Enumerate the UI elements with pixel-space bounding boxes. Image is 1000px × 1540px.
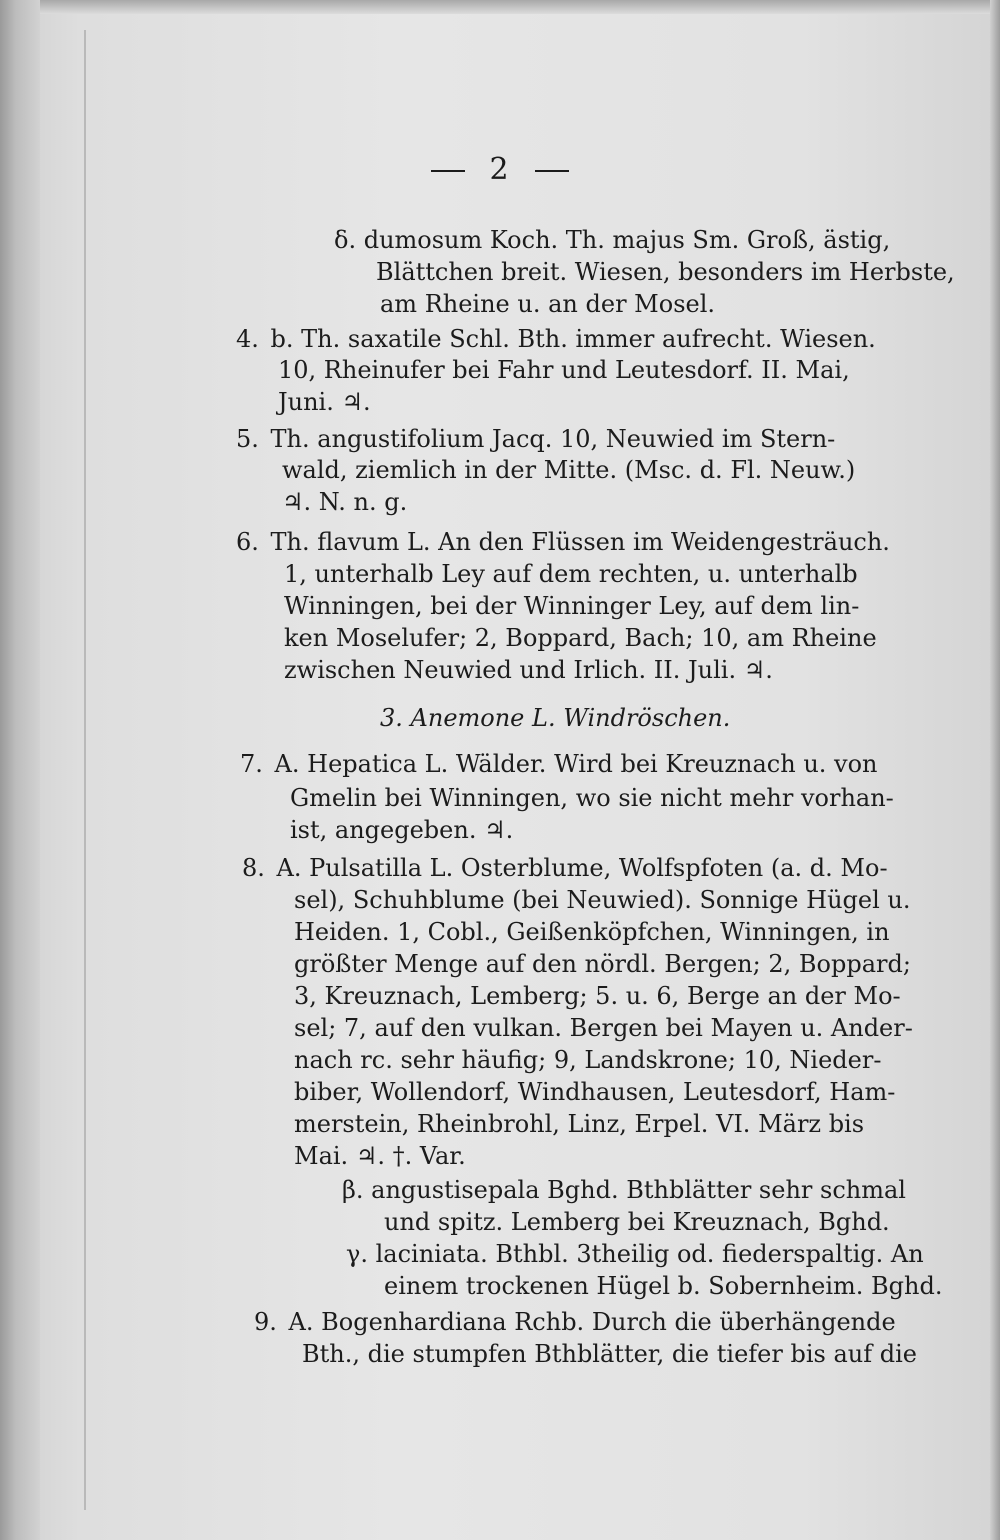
book-spine [0, 0, 40, 1540]
text-line: δ. dumosum Koch. Th. majus Sm. Groß, ästig, [334, 226, 891, 254]
text-line: 3, Kreuznach, Lemberg; 5. u. 6, Berge an der Mo- [294, 982, 901, 1010]
text-line: am Rheine u. an der Mosel. [380, 290, 716, 318]
text-line: und spitz. Lemberg bei Kreuznach, Bghd. [384, 1208, 890, 1236]
text-line: ♃. N. n. g. [282, 488, 408, 516]
entry-line: 5. Th. angustifolium Jacq. 10, Neuwied im Stern- [236, 425, 836, 453]
page-header [0, 152, 1000, 187]
text-line: sel; 7, auf den vulkan. Bergen bei Mayen u. Ander- [294, 1014, 913, 1042]
entry-line: 7. A. Hepatica L. Wälder. Wird bei Kreuznach u. von [240, 750, 878, 778]
text-line: nach rc. sehr häufig; 9, Landskrone; 10, Nieder- [294, 1046, 882, 1074]
text-line: 1, unterhalb Ley auf dem rechten, u. unterhalb [284, 560, 858, 588]
text-line: ken Moselufer; 2, Boppard, Bach; 10, am Rheine [284, 624, 877, 652]
variety-line: β. angustisepala Bghd. Bthblätter sehr schmal [342, 1176, 906, 1204]
text-line: sel), Schuhblume (bei Neuwied). Sonnige Hügel u. [294, 886, 911, 914]
entry-line: 8. A. Pulsatilla L. Osterblume, Wolfspfoten (a. d. Mo- [242, 854, 888, 882]
page-right-edge [990, 0, 1000, 1540]
text-line: zwischen Neuwied und Irlich. II. Juli. ♃. [284, 656, 773, 684]
text-line: Juni. ♃. [278, 388, 371, 416]
text-line: wald, ziemlich in der Mitte. (Msc. d. Fl. Neuw.) [282, 456, 856, 484]
gutter-line [84, 30, 86, 1510]
text-line: einem trockenen Hügel b. Sobernheim. Bghd. [384, 1272, 943, 1300]
header-dash-right [535, 170, 569, 172]
text-line: Heiden. 1, Cobl., Geißenköpfchen, Winningen, in [294, 918, 890, 946]
text-line: merstein, Rheinbrohl, Linz, Erpel. VI. März bis [294, 1110, 865, 1138]
entry-line: 4. b. Th. saxatile Schl. Bth. immer aufrecht. Wiesen. [236, 325, 876, 353]
page-top-shadow [0, 0, 1000, 14]
entry-line: 6. Th. flavum L. An den Flüssen im Weidengesträuch. [236, 528, 890, 556]
genus-heading: 3. Anemone L. Windröschen. [380, 704, 731, 732]
header-dash-left [431, 170, 465, 172]
text-line: Winningen, bei der Winninger Ley, auf dem lin- [284, 592, 860, 620]
text-line: ist, angegeben. ♃. [290, 816, 514, 844]
text-line: Blättchen breit. Wiesen, besonders im Herbste, [376, 258, 955, 286]
page-number: 2 [489, 152, 511, 187]
text-line: biber, Wollendorf, Windhausen, Leutesdorf, Ham- [294, 1078, 896, 1106]
text-line: größter Menge auf den nördl. Bergen; 2, Boppard; [294, 950, 911, 978]
entry-line: 9. A. Bogenhardiana Rchb. Durch die überhängende [254, 1308, 896, 1336]
text-line: Bth., die stumpfen Bthblätter, die tiefer bis auf die [302, 1340, 917, 1368]
text-line: 10, Rheinufer bei Fahr und Leutesdorf. II. Mai, [278, 356, 850, 384]
text-line: Gmelin bei Winningen, wo sie nicht mehr vorhan- [290, 784, 894, 812]
variety-line: γ. laciniata. Bthbl. 3theilig od. fiederspaltig. An [346, 1240, 924, 1268]
text-line: Mai. ♃. †. Var. [294, 1142, 466, 1170]
